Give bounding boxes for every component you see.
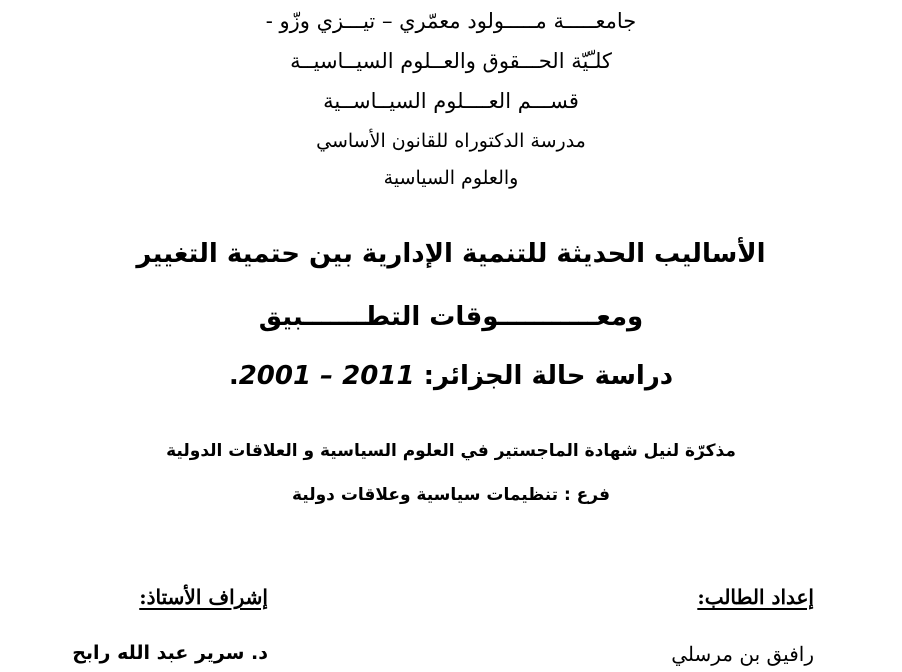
case-study-prefix: دراسة حالة الجزائر: xyxy=(423,361,674,391)
case-study-line xyxy=(0,362,902,391)
faculty-name: كلـّيّة الحـــقوق والعــلوم السيــاسيــة xyxy=(290,49,612,73)
supervisor-label: إشراف الأستاذ: xyxy=(139,585,268,609)
doctoral-school-line2: والعلوم السياسية xyxy=(383,167,519,189)
student-label: إعداد الطالب: xyxy=(697,585,814,609)
thesis-title-line1: الأساليب الحديثة للتنمية الإدارية بين حتمية التغيير xyxy=(136,239,766,269)
student-name: رافيق بن مرسلي xyxy=(671,642,814,666)
case-study-suffix: . xyxy=(228,361,239,391)
memo-description: مذكرّة لنيل شهادة الماجستير في العلوم السياسية و العلاقات الدولية xyxy=(166,441,736,461)
department-name: قســـم العــــلوم السيــاســية xyxy=(323,89,579,113)
case-study-years: 2001 – 2011 xyxy=(238,361,415,391)
thesis-title-line2: ومعـــــــــــوقات التطـــــــبيق xyxy=(258,302,644,332)
university-name: جامعـــــة مـــــولود معمّري – تيـــزي وزّو - xyxy=(265,9,637,33)
doctoral-school-line1: مدرسة الدكتوراه للقانون الأساسي xyxy=(316,130,586,152)
memo-branch: فرع : تنظيمات سياسية وعلاقات دولية xyxy=(291,485,610,505)
supervisor-name: د. سرير عبد الله رابح xyxy=(72,642,268,664)
